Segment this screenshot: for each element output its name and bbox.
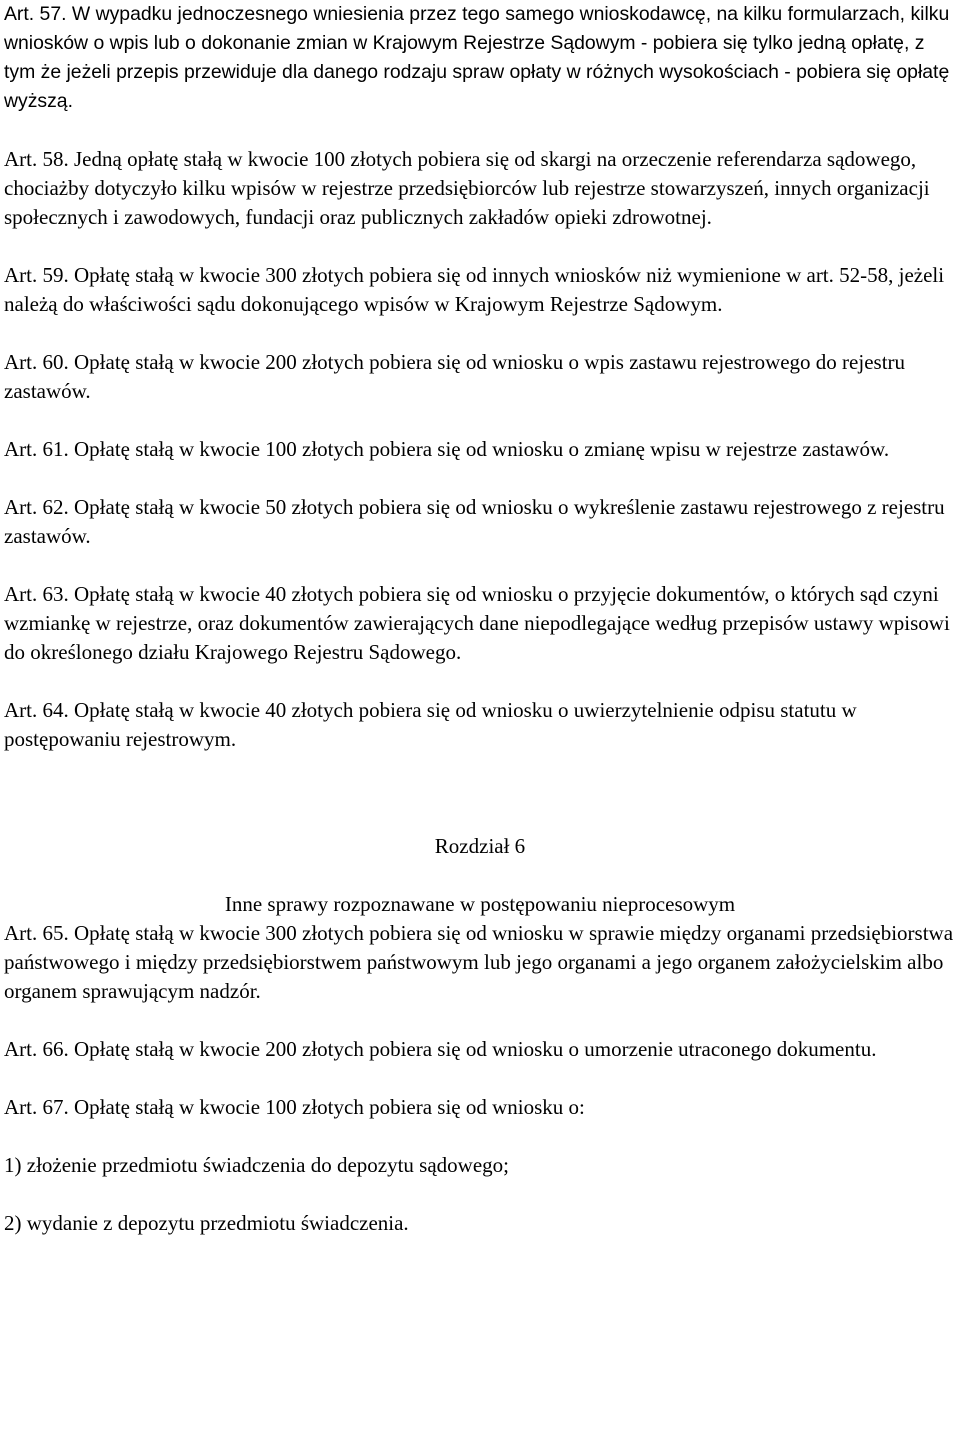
article-60 [4, 348, 956, 406]
article-label: Art. 61. [4, 437, 69, 461]
article-61 [4, 435, 956, 464]
article-label: Art. 60. [4, 350, 69, 374]
article-text: Opłatę stałą w kwocie 300 złotych pobiera się od innych wniosków niż wymienione w art. 52-58, jeżeli należą do właściwości sądu dokonującego wpisów w Krajowym Rejestrze Sądowym. [4, 263, 945, 316]
article-63 [4, 580, 956, 667]
article-label: Art. 65. [4, 921, 69, 945]
article-text: Opłatę stałą w kwocie 200 złotych pobiera się od wniosku o umorzenie utraconego dokumentu. [74, 1037, 877, 1061]
article-text: W wypadku jednoczesnego wniesienia przez tego samego wnioskodawcę, na kilku formularzach, kilku wniosków o wpis lub o dokonanie zmian w Krajowym Rejestrze Sądowym - pobiera się tylko jedną opłatę, z tym że jeżeli przepis przewiduje dla danego rodzaju spraw opłaty w różnych wysokościach - pobiera się opłatę wyższą. [4, 3, 950, 112]
article-62 [4, 493, 956, 551]
article-text: Opłatę stałą w kwocie 300 złotych pobiera się od wniosku w sprawie między organami przedsiębiorstwa państwowego i między przedsiębiorstwem państwowym lub jego organami a jego organem założycielskim albo organem sprawującym nadzór. [4, 921, 954, 1003]
article-57 [4, 0, 956, 116]
article-64 [4, 696, 956, 754]
article-text: Jedną opłatę stałą w kwocie 100 złotych pobiera się od skargi na orzeczenie referendarza sądowego, chociażby dotyczyło kilku wpisów w rejestrze przedsiębiorców lub rejestrze stowarzyszeń, innych organizacji społecznych i zawodowych, fundacji oraz publicznych zakładów opieki zdrowotnej. [4, 147, 930, 229]
article-text: Opłatę stałą w kwocie 40 złotych pobiera się od wniosku o przyjęcie dokumentów, o których sąd czyni wzmiankę w rejestrze, oraz dokumentów zawierających dane niepodlegające według przepisów ustawy wpisowi do określonego działu Krajowego Rejestru Sądowego. [4, 582, 950, 664]
article-label: Art. 59. [4, 263, 69, 287]
chapter-subtitle: Inne sprawy rozpoznawane w postępowaniu nieprocesowym [224, 892, 736, 916]
document-page [4, 0, 956, 1238]
article-text: Opłatę stałą w kwocie 100 złotych pobiera się od wniosku o: [74, 1095, 585, 1119]
article-59 [4, 261, 956, 319]
article-label: Art. 67. [4, 1095, 69, 1119]
article-67 [4, 1093, 956, 1122]
article-label: Art. 62. [4, 495, 69, 519]
list-item: 1) złożenie przedmiotu świadczenia do depozytu sądowego; [4, 1153, 509, 1177]
article-65 [4, 919, 956, 1006]
article-58 [4, 145, 956, 232]
article-text: Opłatę stałą w kwocie 40 złotych pobiera się od wniosku o uwierzytelnienie odpisu statutu w postępowaniu rejestrowym. [4, 698, 857, 751]
article-label: Art. 57. [4, 3, 67, 25]
article-text: Opłatę stałą w kwocie 100 złotych pobiera się od wniosku o zmianę wpisu w rejestrze zastawów. [74, 437, 890, 461]
article-text: Opłatę stałą w kwocie 200 złotych pobiera się od wniosku o wpis zastawu rejestrowego do rejestru zastawów. [4, 350, 906, 403]
chapter-title: Rozdział 6 [434, 834, 526, 858]
article-66 [4, 1035, 956, 1064]
article-label: Art. 58. [4, 147, 69, 171]
article-label: Art. 64. [4, 698, 69, 722]
list-item: 2) wydanie z depozytu przedmiotu świadczenia. [4, 1211, 409, 1235]
article-label: Art. 63. [4, 582, 69, 606]
article-label: Art. 66. [4, 1037, 69, 1061]
article-text: Opłatę stałą w kwocie 50 złotych pobiera się od wniosku o wykreślenie zastawu rejestrowego z rejestru zastawów. [4, 495, 945, 548]
